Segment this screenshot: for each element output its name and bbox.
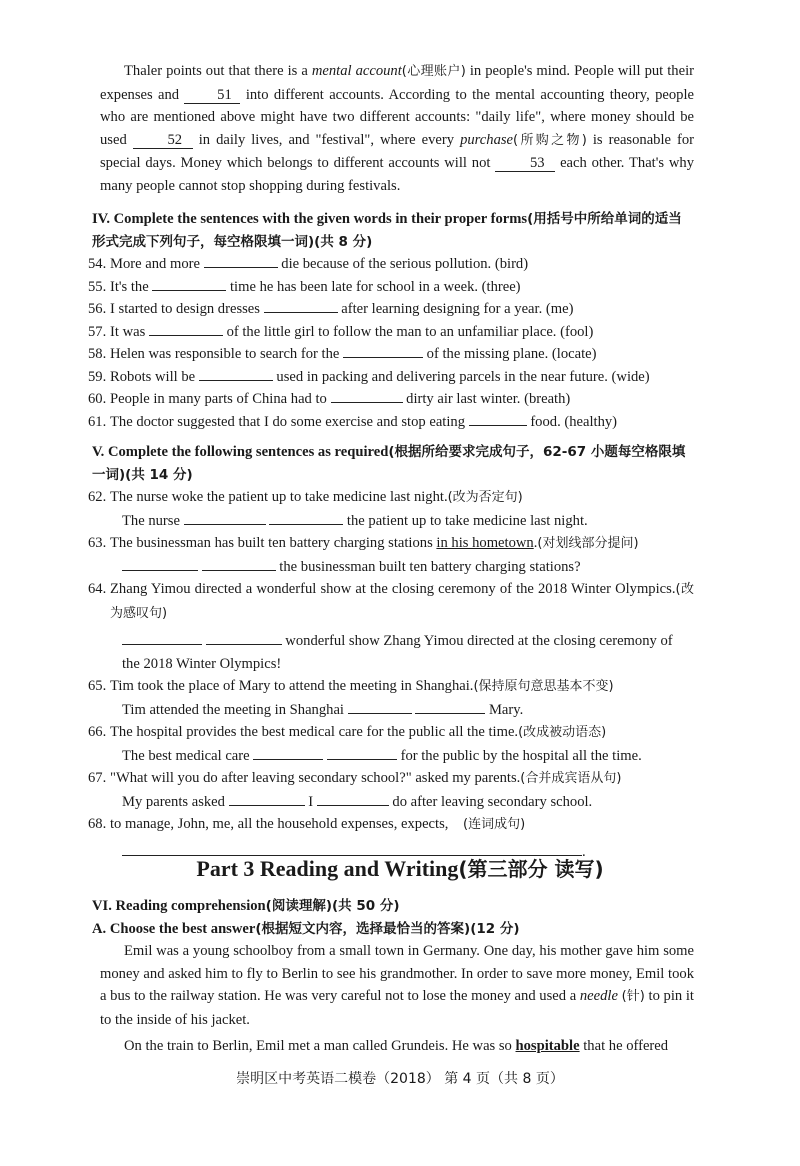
text: The nurse bbox=[122, 512, 184, 529]
passage-paragraph bbox=[100, 60, 694, 197]
keyword-hospitable: hospitable bbox=[515, 1038, 580, 1054]
text: The nurse woke the patient up to take medicine last night. bbox=[110, 489, 448, 505]
text: die because of the serious pollution. (bird) bbox=[277, 256, 529, 272]
instruction: (保持原句意思基本不变) bbox=[473, 679, 614, 694]
question-number: 54. bbox=[88, 256, 107, 272]
blank-53[interactable]: 53 bbox=[495, 155, 555, 172]
text: into different accounts. According to the mental accounting theory, people who are mentioned above might have two different accounts: "daily life", where money should be used bbox=[100, 86, 694, 148]
section-iv-heading bbox=[92, 208, 694, 253]
term-translation: (针) bbox=[621, 989, 645, 1004]
heading-en: A. Choose the best answer bbox=[92, 920, 256, 937]
question-68 bbox=[88, 813, 694, 837]
question-number: 68. bbox=[88, 816, 107, 832]
question-60 bbox=[88, 388, 694, 411]
section-vi-a-heading bbox=[92, 918, 694, 941]
question-62 bbox=[88, 486, 694, 510]
text: Emil was a young schoolboy from a small town in Germany. One day, his mother gave him some money and asked him to fly to Berlin to see his grandmother. In order to save more money, Emil took a bus to the railway station. He was very careful not to lose the money and used a bbox=[100, 943, 694, 1004]
text: Tim attended the meeting in Shanghai bbox=[122, 701, 348, 718]
text: Helen was responsible to search for the bbox=[110, 346, 344, 362]
answer-blank[interactable] bbox=[327, 759, 397, 760]
question-55 bbox=[88, 276, 694, 299]
section-vi-heading bbox=[92, 895, 694, 918]
text: Thaler points out that there is a bbox=[124, 63, 312, 79]
text: after learning designing for a year. (me) bbox=[337, 301, 574, 317]
text: I bbox=[304, 793, 317, 810]
text: The doctor suggested that I do some exercise and stop eating bbox=[110, 413, 469, 430]
text: is reasonable for special days. Money which belongs to different accounts will not bbox=[100, 131, 695, 171]
answer-blank[interactable] bbox=[469, 425, 527, 426]
blank-51[interactable]: 51 bbox=[184, 87, 240, 104]
text: On the train to Berlin, Emil met a man called Grundeis. He was so bbox=[124, 1038, 516, 1054]
text: dirty air last winter. (breath) bbox=[402, 391, 571, 407]
question-number: 60. bbox=[88, 391, 107, 407]
answer-blank[interactable] bbox=[317, 805, 389, 806]
instruction: (改成被动语态) bbox=[518, 725, 607, 740]
reading-paragraph-2 bbox=[100, 1035, 694, 1058]
question-58 bbox=[88, 343, 694, 366]
section-v-heading bbox=[92, 441, 694, 486]
answer-blank[interactable] bbox=[184, 524, 266, 525]
answer-blank[interactable] bbox=[415, 713, 485, 714]
question-number: 65. bbox=[88, 678, 107, 694]
section-iv bbox=[88, 208, 694, 433]
heading-en: VI. Reading comprehension bbox=[92, 898, 266, 914]
text: Mary. bbox=[485, 701, 524, 718]
answer-blank[interactable] bbox=[331, 402, 403, 403]
text: Robots will be bbox=[110, 368, 199, 385]
text: the businessman built ten battery charging stations? bbox=[275, 558, 581, 575]
answer-blank[interactable] bbox=[204, 267, 278, 268]
question-65 bbox=[88, 675, 694, 699]
text: wonderful show Zhang Yimou directed at the closing ceremony of the 2018 Winter Olympics! bbox=[122, 633, 673, 672]
text: The businessman has built ten battery charging stations bbox=[110, 535, 437, 551]
term-translation: (所购之物) bbox=[513, 132, 587, 148]
text: "What will you do after leaving secondary school?" asked my parents. bbox=[110, 770, 521, 786]
heading-cn: (根据短文内容，选择最恰当的答案)(12 分) bbox=[255, 920, 520, 937]
answer-line bbox=[100, 630, 694, 675]
term-translation: (心理账户) bbox=[401, 64, 466, 79]
text: the patient up to take medicine last night. bbox=[343, 512, 588, 529]
heading-cn: (用括号中所给单词的适当形式完成下列句子，每空格限填一词)(共 8 分) bbox=[92, 211, 682, 250]
blank-52[interactable]: 52 bbox=[133, 132, 193, 149]
term-purchase: purchase bbox=[460, 131, 514, 148]
answer-blank[interactable] bbox=[348, 713, 412, 714]
answer-blank[interactable] bbox=[264, 312, 338, 313]
heading-cn: (阅读理解)(共 50 分) bbox=[265, 898, 400, 914]
question-64 bbox=[88, 578, 694, 625]
instruction: (改为否定句) bbox=[447, 490, 523, 505]
question-number: 62. bbox=[88, 489, 107, 505]
question-number: 63. bbox=[88, 535, 107, 551]
question-number: 66. bbox=[88, 724, 107, 740]
text: food. (healthy) bbox=[526, 413, 618, 430]
question-54 bbox=[88, 253, 694, 276]
answer-line bbox=[100, 745, 694, 768]
question-number: 67. bbox=[88, 770, 107, 786]
instruction: (连词成句) bbox=[463, 817, 526, 832]
text: . bbox=[533, 535, 538, 551]
text: in daily lives, and "festival", where every bbox=[192, 131, 461, 148]
text: The best medical care bbox=[122, 747, 254, 764]
heading-cn: (根据所给要求完成句子，62-67 小题每空格限填一词)(共 14 分) bbox=[92, 444, 686, 483]
answer-blank[interactable] bbox=[229, 805, 305, 806]
part-3-title bbox=[0, 853, 800, 885]
title-cn: (第三部分 读写) bbox=[458, 857, 604, 881]
question-66 bbox=[88, 721, 694, 745]
text: do after leaving secondary school. bbox=[388, 793, 593, 810]
answer-blank[interactable] bbox=[199, 380, 273, 381]
question-number: 56. bbox=[88, 301, 107, 317]
question-number: 57. bbox=[88, 323, 107, 340]
section-vi bbox=[92, 895, 694, 1058]
text: to pin it to the inside of his jacket. bbox=[100, 988, 694, 1028]
text: It was bbox=[110, 323, 149, 340]
section-v bbox=[88, 441, 694, 863]
instruction: (改为感叹句) bbox=[110, 582, 694, 621]
question-61 bbox=[88, 411, 694, 434]
term-mental-account: mental account bbox=[311, 63, 402, 79]
question-number: 59. bbox=[88, 368, 107, 385]
underlined-phrase: in his hometown bbox=[436, 535, 534, 551]
heading-en: IV. Complete the sentences with the given words in their proper forms bbox=[92, 211, 528, 227]
text: of the little girl to follow the man to an unfamiliar place. (fool) bbox=[222, 323, 594, 340]
text: . bbox=[582, 843, 586, 860]
text: each other. That's why many people cannot stop shopping during festivals. bbox=[100, 155, 695, 194]
text: that he offered bbox=[579, 1038, 669, 1054]
answer-blank[interactable] bbox=[152, 290, 226, 291]
reading-paragraph-1 bbox=[100, 940, 694, 1031]
text: used in packing and delivering parcels in the near future. (wide) bbox=[272, 368, 650, 385]
answer-blank[interactable] bbox=[122, 644, 202, 645]
answer-blank[interactable] bbox=[206, 644, 282, 645]
question-number: 55. bbox=[88, 278, 107, 295]
question-63 bbox=[88, 532, 694, 556]
instruction: (合并成宾语从句) bbox=[520, 771, 622, 786]
page-footer: 崇明区中考英语二模卷（2018） 第 4 页（共 8 页） bbox=[236, 1071, 564, 1087]
answer-blank[interactable] bbox=[269, 524, 343, 525]
answer-line bbox=[100, 791, 694, 814]
text: time he has been late for school in a week. (three) bbox=[226, 278, 521, 295]
question-number: 64. bbox=[88, 581, 107, 597]
text: of the missing plane. (locate) bbox=[423, 346, 597, 362]
text: for the public by the hospital all the time. bbox=[396, 747, 642, 764]
text: More and more bbox=[110, 256, 204, 272]
answer-blank[interactable] bbox=[253, 759, 323, 760]
question-number: 61. bbox=[88, 413, 107, 430]
text: in people's mind. People will put their expenses and bbox=[100, 63, 694, 103]
text: Zhang Yimou directed a wonderful show at the closing ceremony of the 2018 Winter Olympics. bbox=[110, 581, 676, 597]
answer-line bbox=[100, 510, 694, 533]
text: It's the bbox=[110, 278, 153, 295]
term-needle: needle bbox=[579, 988, 618, 1004]
heading-en: V. Complete the following sentences as required bbox=[92, 444, 389, 460]
title-en: Part 3 Reading and Writing bbox=[196, 856, 459, 881]
question-57 bbox=[88, 321, 694, 344]
question-59 bbox=[88, 366, 694, 389]
answer-blank[interactable] bbox=[122, 570, 198, 571]
answer-blank[interactable] bbox=[149, 335, 223, 336]
text: The hospital provides the best medical care for the public all the time. bbox=[110, 724, 519, 740]
answer-line bbox=[100, 699, 694, 722]
text: People in many parts of China had to bbox=[110, 391, 331, 407]
question-number: 58. bbox=[88, 346, 107, 362]
text: to manage, John, me, all the household expenses, expects, bbox=[110, 816, 449, 832]
answer-blank[interactable] bbox=[343, 357, 423, 358]
text: My parents asked bbox=[122, 793, 229, 810]
answer-blank[interactable] bbox=[202, 570, 276, 571]
text: I started to design dresses bbox=[110, 301, 264, 317]
instruction: (对划线部分提问) bbox=[537, 536, 639, 551]
text: Tim took the place of Mary to attend the meeting in Shanghai. bbox=[110, 678, 474, 694]
question-56 bbox=[88, 298, 694, 321]
passage-top bbox=[100, 60, 694, 197]
answer-line bbox=[100, 556, 694, 579]
question-67 bbox=[88, 767, 694, 791]
